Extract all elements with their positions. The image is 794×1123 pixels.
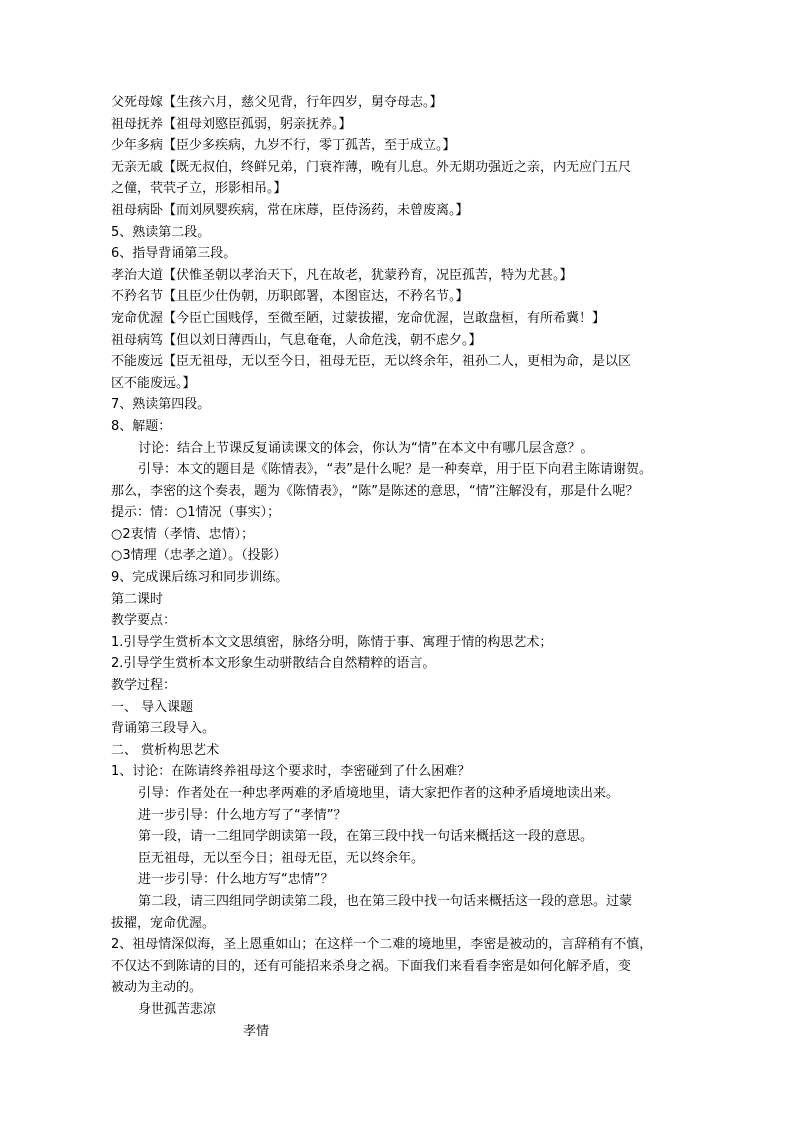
- text-line: 之僮，茕茕孑立，形影相吊。】: [111, 181, 287, 197]
- text-line: 那么，李密的这个奏表，题为《陈情表》，“陈”是陈述的意思，“情”注解没有，那是什么呢？: [111, 483, 639, 499]
- text-line: 2.引导学生赏析本文形象生动骈散结合自然精粹的语言。: [111, 656, 436, 672]
- text-line: 祖母病卧【而刘夙婴疾病，常在床蓐，臣侍汤药，未曾废离。】: [111, 202, 469, 218]
- text-line: 讨论：结合上节课反复诵读课文的体会，你认为“情”在本文中有哪几层含意？。: [138, 440, 594, 456]
- text-line: 臣无祖母，无以至今日；祖母无臣，无以终余年。: [138, 850, 425, 866]
- text-line: 拔擢，宠命优渥。: [111, 915, 216, 931]
- text-line: 祖母病笃【但以刘日薄西山，气息奄奄，人命危浅，朝不虑夕。】: [111, 332, 482, 348]
- text-line: 二、 赏析构思艺术: [111, 742, 220, 758]
- text-line: 引导：本文的题目是《陈情表》，“表”是什么呢？是一种奏章，用于臣下向君主陈请谢贺。: [138, 462, 652, 478]
- text-line: ○3情理（忠孝之道）。（投影）: [111, 548, 287, 564]
- text-line: 一、 导入课题: [111, 699, 194, 715]
- text-line: 第一段，请一二组同学朗读第一段，在第三段中找一句话来概括这一段的意思。: [138, 829, 594, 845]
- text-line: 进一步引导：什么地方写了“孝情”？: [138, 807, 347, 823]
- text-line: 被动为主动的。: [111, 980, 203, 996]
- text-line: 父死母嫁【生孩六月，慈父见背，行年四岁，舅夺母志。】: [111, 95, 443, 110]
- text-line: 背诵第三段导入。: [111, 721, 216, 737]
- text-line: 第二课时: [111, 591, 164, 607]
- text-line: 区不能废远。】: [111, 375, 196, 391]
- text-line: 少年多病【臣少多疾病，九岁不行，零丁孤苦，至于成立。】: [111, 138, 456, 154]
- text-line: 不仅达不到陈请的目的，还有可能招来杀身之祸。下面我们来看看李密是如何化解矛盾，变: [111, 958, 632, 974]
- text-line: 教学过程：: [111, 678, 177, 694]
- text-line: 教学要点：: [111, 613, 177, 629]
- text-line: 2、祖母情深似海，圣上恩重如山；在这样一个二难的境地里，李密是被动的，言辞稍有不慎，: [111, 937, 653, 953]
- text-line: 提示：情：○1情况（事实）；: [111, 505, 281, 521]
- text-line: 1、讨论：在陈请终养祖母这个要求时，李密碰到了什么困难？: [111, 764, 471, 780]
- text-line: 孝情: [243, 1023, 270, 1039]
- text-line: 6、指导背诵第三段。: [111, 246, 237, 262]
- text-line: 第二段，请三四组同学朗读第二段，也在第三段中找一句话来概括这一段的意思。过蒙: [138, 893, 633, 909]
- text-line: 7、熟读第四段。: [111, 397, 211, 413]
- text-line: 引导：作者处在一种忠孝两难的矛盾境地里，请大家把作者的这种矛盾境地读出来。: [138, 786, 620, 801]
- text-line: 进一步引导：什么地方写“忠情”？: [138, 872, 334, 888]
- text-line: ○2衷情（孝情、忠情）；: [111, 526, 255, 542]
- document-body: [111, 92, 691, 1042]
- text-line: 宠命优渥【今臣亡国贱俘，至微至陋，过蒙拔擢，宠命优渥，岂敢盘桓，有所希冀！】: [111, 310, 606, 326]
- text-line: 1.引导学生赏析本文文思缜密，脉络分明，陈情于事、寓理于情的构思艺术；: [111, 634, 553, 650]
- text-line: 8、解题：: [111, 418, 172, 434]
- text-line: 无亲无戚【既无叔伯，终鲜兄弟，门衰祚薄，晚有儿息。外无期功强近之亲，内无应门五尺: [111, 159, 632, 175]
- text-line: 不能废远【臣无祖母，无以至今日，祖母无臣，无以终余年，祖孙二人，更相为命，是以区: [111, 354, 632, 370]
- text-line: 祖母抚养【祖母刘愍臣孤弱，躬亲抚养。】: [111, 116, 352, 132]
- text-line: 9、完成课后练习和同步训练。: [111, 570, 289, 586]
- text-line: 不矜名节【且臣少仕伪朝，历职郎署，本图宦达，不矜名节。】: [111, 289, 469, 305]
- text-line: 身世孤苦悲凉: [138, 1001, 217, 1017]
- text-line: 5、熟读第二段。: [111, 224, 211, 240]
- text-line: 孝治大道【伏惟圣朝以孝治天下，凡在故老，犹蒙矜育，况臣孤苦，特为尤甚。】: [111, 267, 573, 283]
